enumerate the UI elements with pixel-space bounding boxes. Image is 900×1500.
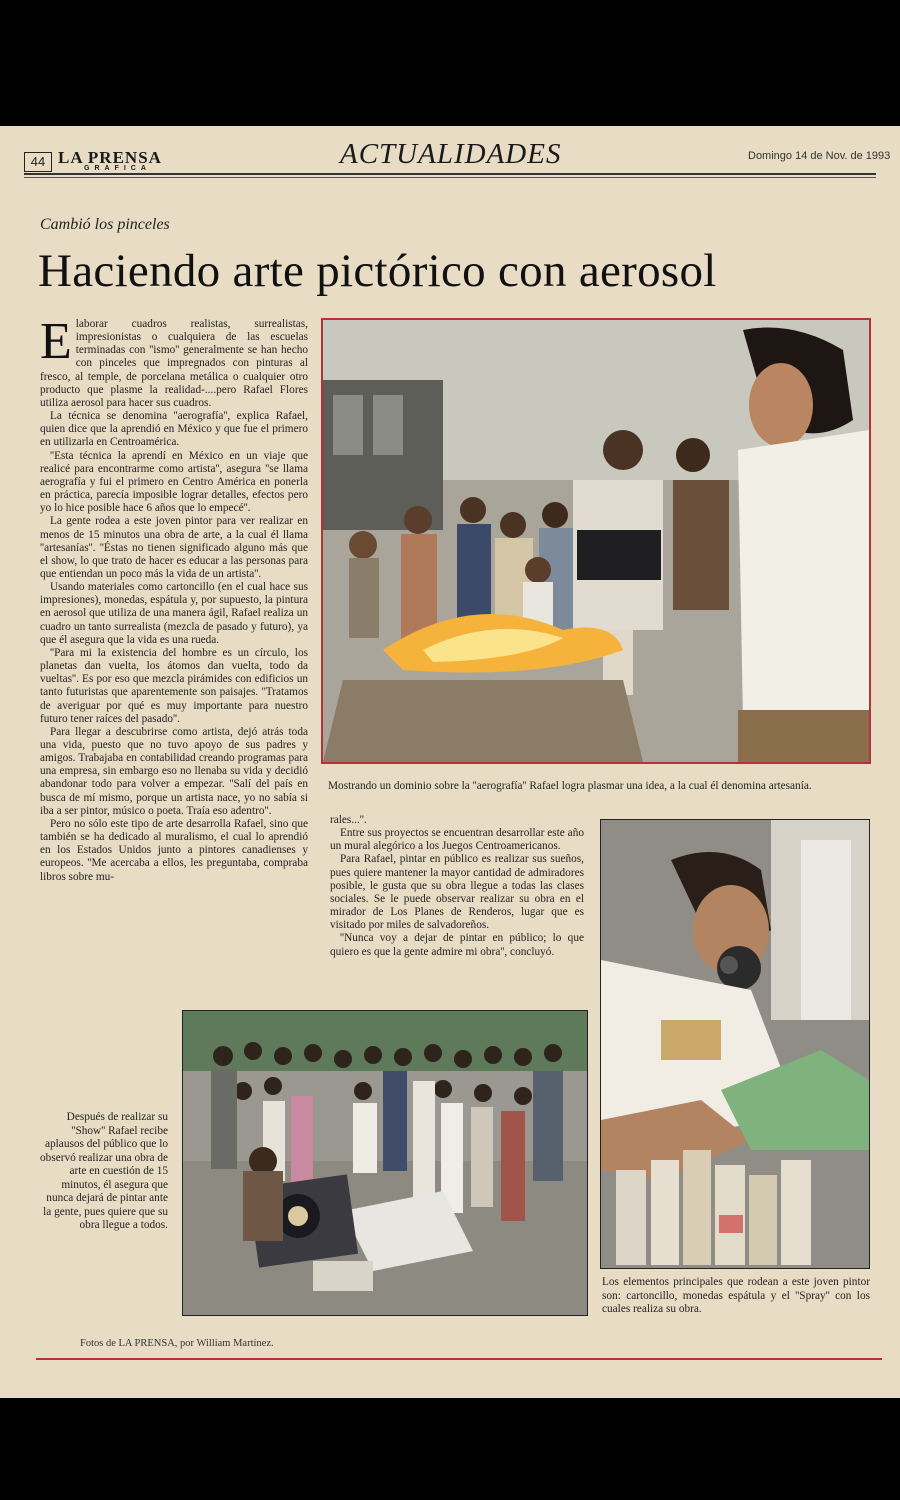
article-column-2 [330,814,584,959]
article-headline: Haciendo arte pictórico con aerosol [38,245,717,297]
section-title: ACTUALIDADES [340,138,562,170]
paragraph: Pero no sólo este tipo de arte desarrolla Rafael, sino que también se ha dedicado al muralismo, el cual lo aprendió en los Estados Unidos junto a pintores canadienses y europeos. ''Me acercaba a ellos, les preguntaba, compraba libros sobre mu- [40,817,308,883]
photo-credit: Fotos de LA PRENSA, por William Martínez. [80,1338,274,1349]
photo-crowd-applauding [182,1010,588,1316]
paragraph: ''Esta técnica la aprendí en México en un viaje que realicé para encontrarme como artista'', asegura ''se llama aerografía y fui el primero en Centro América en ponerla en práctica, parecía imposible lograr detalles, efectos pero yo lo hice posible hace 6 años que lo empecé''. [40,449,308,515]
photo-caption: Después de realizar su ''Show'' Rafael recibe aplausos del público que lo observó realizar una obra de arte en cuestión de 15 minutos, él asegura que nunca dejará de pintar ante la gente, pues quiere que su obra llegue a todos. [40,1111,168,1231]
paragraph: Para Rafael, pintar en público es realizar sus sueños, pues quiere mantener la mayor cantidad de admiradores posible, le gusta que su obra llegue a todas las clases sociales. Se le puede observar realizar su obra en el mirador de Los Planes de Renderos, lugar que es visitado por miles de salvadoreños. [330,853,584,932]
photo-caption: Mostrando un dominio sobre la ''aerografía'' Rafael logra plasmar una idea, a la cual él denomina artesanía. [328,780,812,792]
photo-artist-with-mask [600,819,870,1269]
header-rule [24,173,876,175]
newspaper-page [0,126,900,1398]
paragraph: Entre sus proyectos se encuentran desarrollar este año un mural alegórico a los Juegos Centroamericanos. [330,827,584,853]
masthead: LA PRENSA [58,148,162,167]
article-column-1 [40,313,308,884]
paragraph: Usando materiales como cartoncillo (en el cual hace sus impresiones), monedas, espátula y, por supuesto, la pintura en aerosol que utiliza de una manera ágil, Rafael realiza un cuadro un tanto surrealista (mezcla de pasado y futuro), ya que él asegura que la vida es una rueda. [40,581,308,646]
footer-rule [36,1358,882,1360]
paragraph: Para llegar a descubrirse como artista, dejó atrás toda una vida, puesto que no tuvo apoyo de sus padres y amigos. Trabajaba en contabilidad creando programas para una empresa, sin embargo eso no llenaba su vida y decidió abandonar todo para volver a empezar. ''Salí del país en busca de mí mismo, porque un artista nace, yo no sabía si iba a ser pintor, músico o poeta. Traía eso adentro''. [40,725,308,817]
paragraph: ''Para mi la existencia del hombre es un círculo, los planetas dan vuelta, los átomos dan vuelta, todo da vueltas''. Es por eso que mezcla pirámides con edificios un tanto futuristas que aparentemente son paisajes. ''Tratamos de averiguar por qué es muy importante para nuestro futuro tener raíces del pasado''. [40,646,308,725]
paragraph: laborar cuadros realistas, surrealistas, impresionistas o cualquiera de las escuelas terminadas con ''ismo'' generalmente se han hecho con pinceles que impregnados con pinturas al fresco, al temple, de porcelana metálica o cualquier otro producto que plasme la realidad-....pero Rafael Flores utiliza aerosol para hacer sus cuadros. [40,318,308,409]
page-number: 44 [24,152,52,172]
article-kicker: Cambió los pinceles [40,216,170,233]
drop-cap: E [40,313,72,370]
paragraph: ''Nunca voy a dejar de pintar en público; lo que quiero es que la gente admire mi obra'', concluyó. [330,932,584,958]
paragraph: La técnica se denomina ''aerografía'', explica Rafael, quien dice que la aprendió en México y que fue el primero en utilizarla en Centroamérica. [40,410,308,449]
photo-caption: Los elementos principales que rodean a este joven pintor son: cartoncillo, monedas espátula y el ''Spray'' con los cuales realiza su obra. [602,1276,870,1315]
issue-date: Domingo 14 de Nov. de 1993 [748,150,891,162]
paragraph: La gente rodea a este joven pintor para ver realizar en menos de 15 minutos una obra de arte, a la cual él llama ''artesanías''. ''Éstas no tienen significado alguno más que el show, lo que trato de hacer es educar a las personas para que entiendan un poco más la vida de un artista''. [40,515,308,580]
photo-artist-with-flame [321,318,871,764]
header-rule-thin [24,177,876,178]
paragraph: rales...''. [330,814,367,826]
masthead-subtitle: GRAFICA [84,165,151,172]
